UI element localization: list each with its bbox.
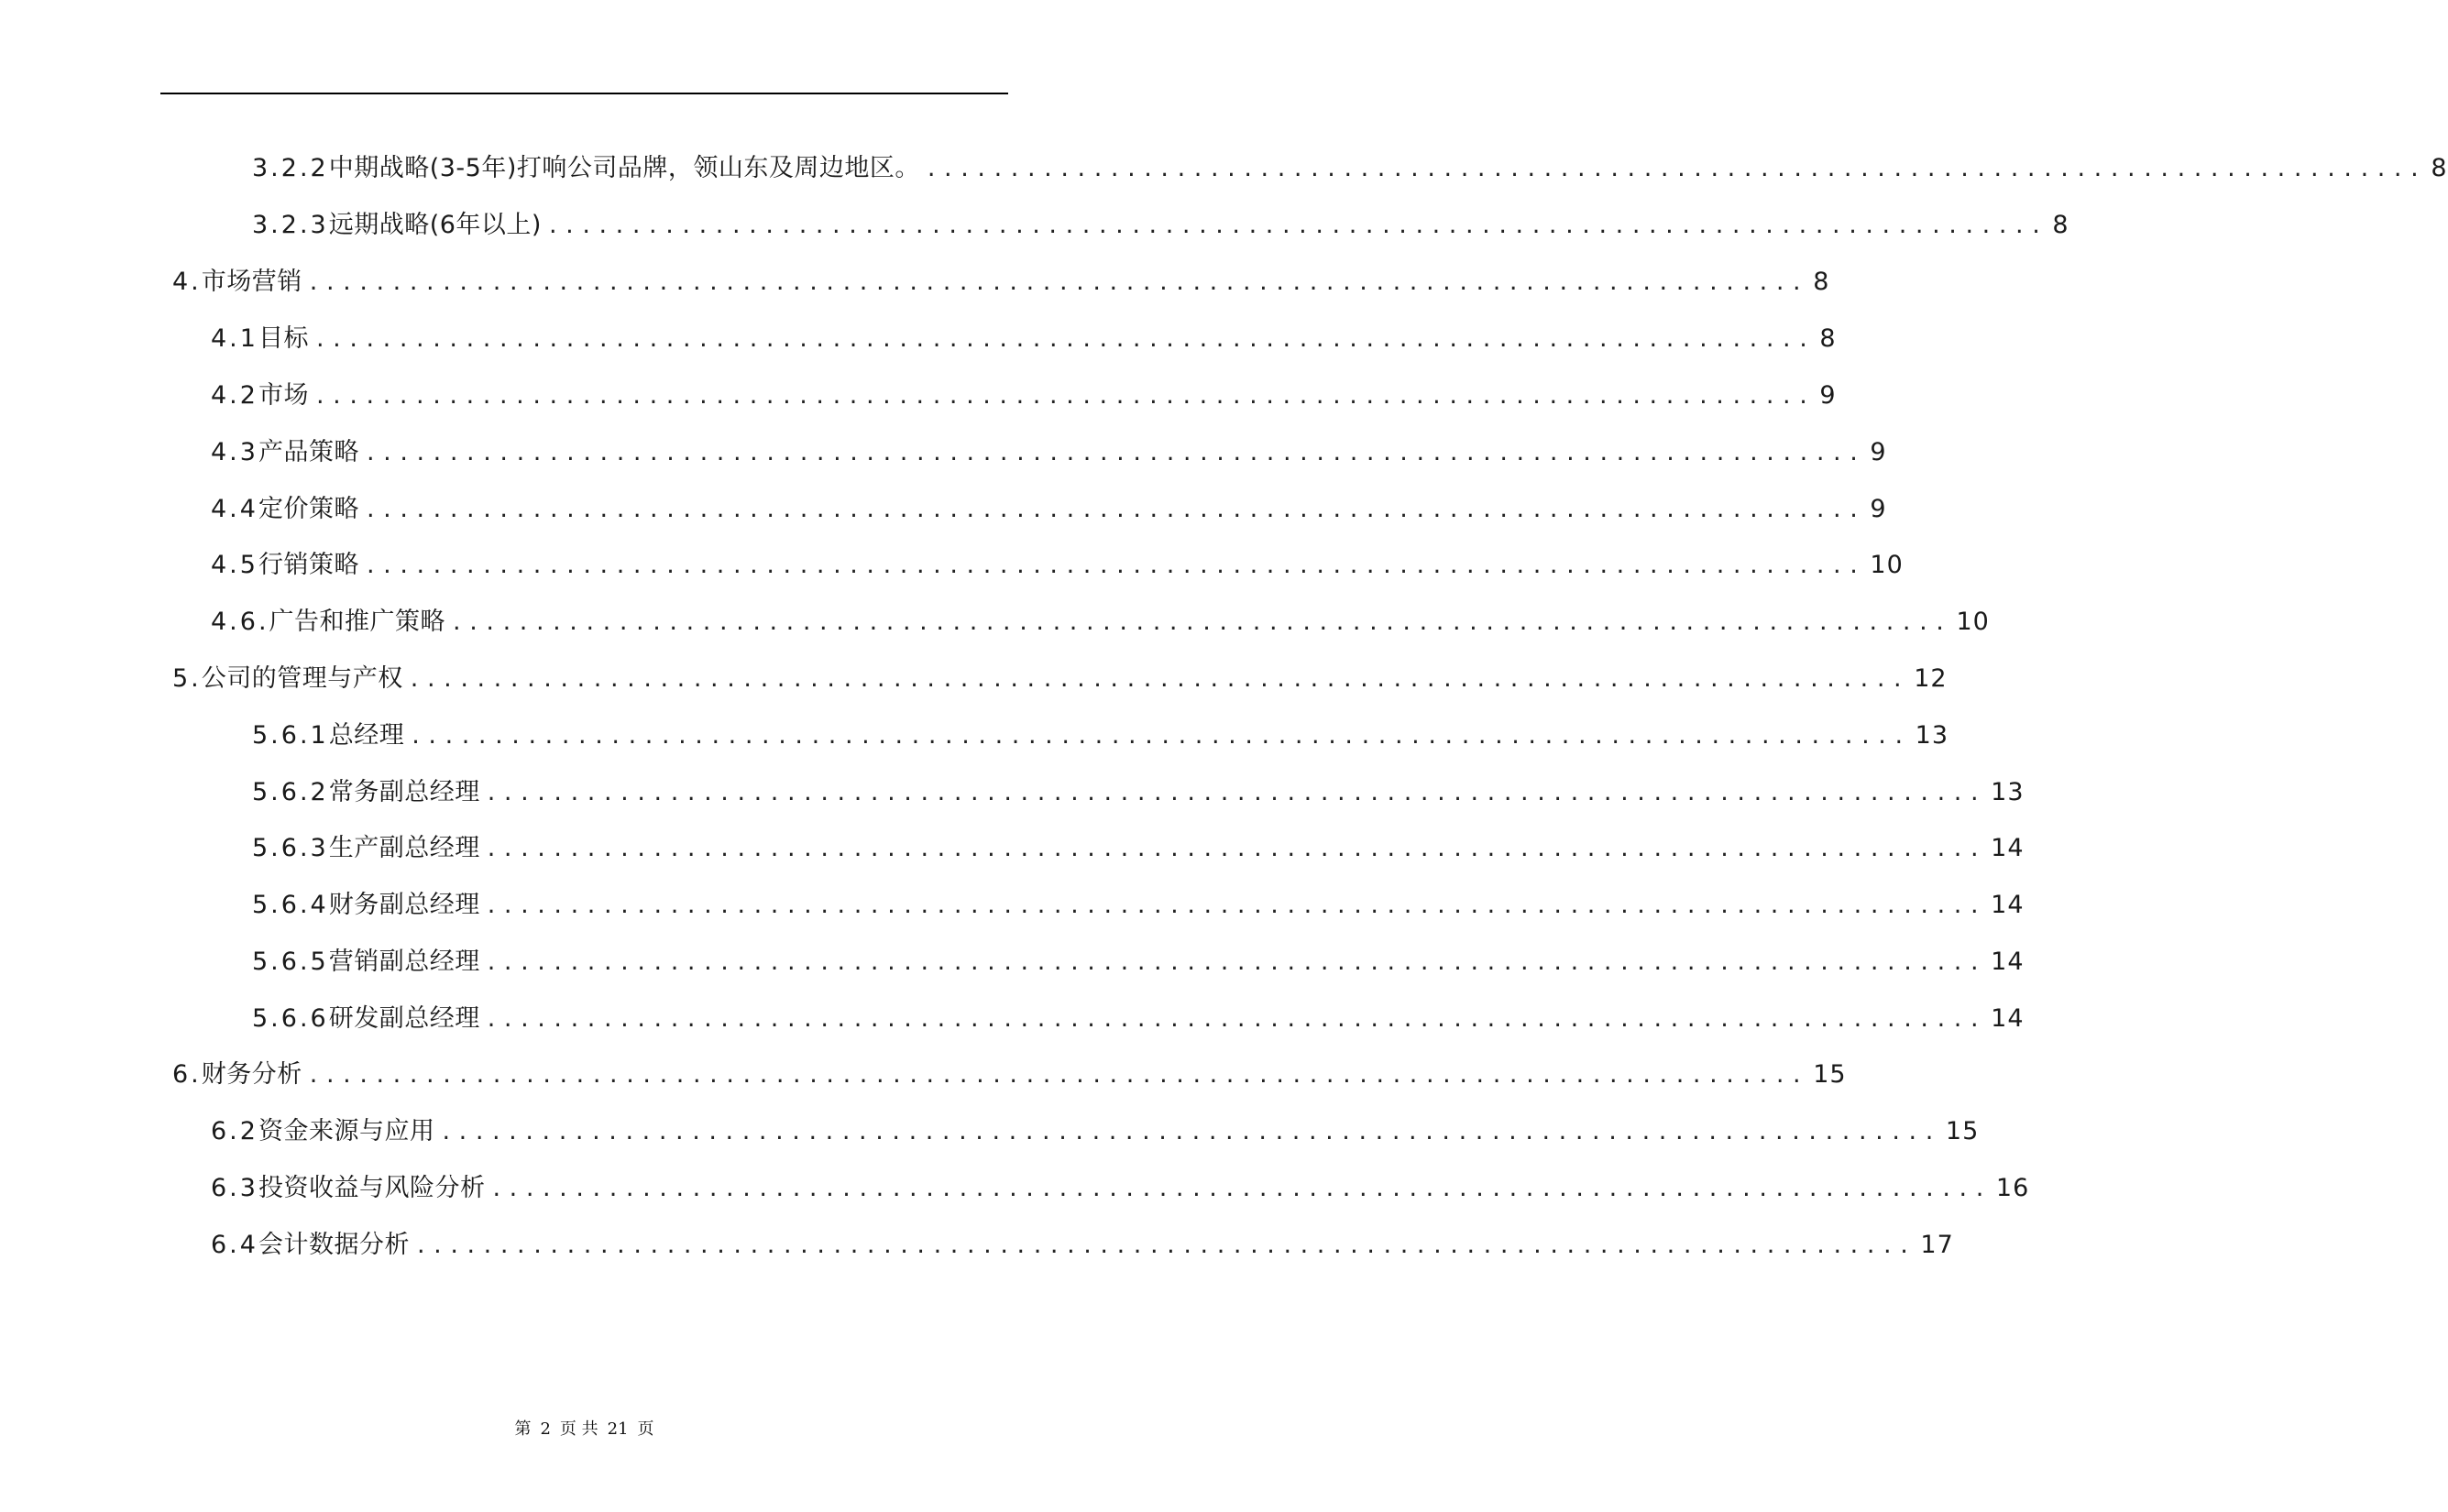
toc-entry[interactable] (211, 321, 1837, 357)
toc-dot-leader: .......................................................................................... (548, 211, 2049, 239)
toc-entry[interactable] (172, 661, 1948, 697)
toc-dot-leader: .......................................................................................... (487, 948, 1988, 976)
toc-dot-leader: .......................................................................................... (453, 608, 1953, 636)
toc-entry-title: 资金来源与应用 (258, 1117, 435, 1145)
toc-dot-leader: .......................................................................................... (416, 1231, 1917, 1259)
toc-dot-leader: .......................................................................................... (315, 324, 1817, 353)
current-page-number: 2 (540, 1419, 551, 1439)
toc-entry[interactable] (211, 1227, 1954, 1264)
toc-entry[interactable] (211, 378, 1837, 414)
toc-dot-leader: .......................................................................................... (315, 381, 1817, 410)
footer-middle: 页 共 (559, 1419, 598, 1439)
toc-dot-leader: .......................................................................................... (309, 268, 1810, 296)
toc-entry[interactable] (252, 887, 2025, 924)
toc-entry[interactable] (252, 830, 2025, 867)
toc-entry[interactable] (252, 718, 1949, 754)
toc-entry-number: 5.6.3 (252, 834, 329, 862)
toc-entry-title: 会计数据分析 (258, 1231, 410, 1259)
toc-entry-page: 14 (1991, 891, 2025, 919)
toc-dot-leader: .......................................................................................... (412, 721, 1912, 750)
toc-entry-title: 定价策略 (258, 495, 359, 523)
toc-entry-number: 5.6.2 (252, 778, 329, 806)
toc-dot-leader: .......................................................................................... (366, 438, 1867, 466)
toc-entry-number: 3.2.2 (252, 154, 329, 182)
toc-dot-leader: .......................................................................................... (487, 778, 1988, 806)
toc-entry-page: 17 (1920, 1231, 1954, 1259)
toc-entry-title: 投资收益与风险分析 (258, 1174, 486, 1202)
toc-entry-page: 14 (1991, 948, 2025, 976)
toc-entry-page: 14 (1991, 834, 2025, 862)
toc-entry-title: 中期战略(3-5年)打响公司品牌，领山东及周边地区。 (328, 154, 920, 182)
toc-entry-number: 4.5 (211, 551, 258, 579)
toc-entry-title: 营销副总经理 (328, 948, 480, 976)
toc-entry-number: 4.2 (211, 381, 258, 410)
toc-entry-title: 产品策略 (258, 438, 359, 466)
toc-entry-page: 15 (1945, 1117, 1980, 1145)
toc-dot-leader: .......................................................................................... (487, 1004, 1988, 1033)
toc-dot-leader: .......................................................................................... (410, 664, 1911, 693)
toc-entry-title: 市场营销 (201, 268, 302, 296)
toc-dot-leader: .......................................................................................... (927, 154, 2428, 182)
toc-entry[interactable] (211, 491, 1887, 528)
toc-entry-title: 财务副总经理 (328, 891, 480, 919)
toc-entry-title: 生产副总经理 (328, 834, 480, 862)
toc-entry-page: 9 (1870, 495, 1887, 523)
total-page-count: 21 (607, 1419, 629, 1439)
toc-entry[interactable] (252, 207, 2069, 244)
toc-entry-title: 广告和推广策略 (269, 608, 446, 636)
toc-entry[interactable] (211, 1113, 1980, 1150)
toc-entry-page: 12 (1914, 664, 1948, 693)
toc-entry[interactable] (252, 774, 2025, 811)
toc-dot-leader: .......................................................................................... (442, 1117, 1942, 1145)
toc-entry-page: 8 (1813, 268, 1830, 296)
toc-entry-page: 8 (2052, 211, 2069, 239)
toc-entry-number: 4. (172, 268, 202, 296)
page-footer (0, 1416, 1169, 1440)
toc-entry-title: 远期战略(6年以上) (328, 211, 542, 239)
toc-entry-number: 4.6. (211, 608, 269, 636)
toc-dot-leader: .......................................................................................... (492, 1174, 1992, 1202)
toc-entry[interactable] (211, 1170, 2030, 1207)
toc-dot-leader: .......................................................................................... (487, 891, 1988, 919)
toc-entry-number: 5.6.6 (252, 1004, 329, 1033)
footer-prefix: 第 (514, 1419, 532, 1439)
toc-entry-title: 总经理 (328, 721, 405, 750)
toc-dot-leader: .......................................................................................... (366, 551, 1867, 579)
toc-entry-number: 6.3 (211, 1174, 258, 1202)
toc-entry-page: 16 (1995, 1174, 2030, 1202)
toc-entry-page: 8 (2431, 154, 2448, 182)
toc-entry-page: 10 (1956, 608, 1990, 636)
toc-entry-title: 目标 (258, 324, 309, 353)
toc-entry[interactable] (172, 1057, 1847, 1093)
toc-entry[interactable] (252, 944, 2025, 981)
toc-entry-page: 13 (1991, 778, 2025, 806)
toc-entry-number: 5.6.4 (252, 891, 329, 919)
toc-entry-title: 市场 (258, 381, 309, 410)
footer-suffix: 页 (637, 1419, 654, 1439)
toc-entry-page: 14 (1991, 1004, 2025, 1033)
toc-entry[interactable] (211, 434, 1887, 471)
toc-entry[interactable] (252, 150, 2448, 187)
toc-entry-title: 财务分析 (201, 1060, 302, 1089)
toc-entry-page: 9 (1819, 381, 1837, 410)
toc-entry[interactable] (211, 547, 1904, 584)
toc-entry[interactable] (172, 264, 1830, 301)
toc-entry-page: 8 (1819, 324, 1837, 353)
toc-entry[interactable] (211, 604, 1990, 641)
toc-entry-number: 4.1 (211, 324, 258, 353)
toc-entry-title: 研发副总经理 (328, 1004, 480, 1033)
toc-entry-title: 公司的管理与产权 (201, 664, 403, 693)
toc-entry-number: 5. (172, 664, 202, 693)
toc-entry-page: 9 (1870, 438, 1887, 466)
toc-entry-page: 13 (1915, 721, 1949, 750)
toc-entry-page: 15 (1813, 1060, 1847, 1089)
toc-entry[interactable] (252, 1001, 2025, 1037)
toc-entry-number: 6.2 (211, 1117, 258, 1145)
toc-entry-title: 常务副总经理 (328, 778, 480, 806)
toc-entry-number: 3.2.3 (252, 211, 329, 239)
toc-entry-number: 6.4 (211, 1231, 258, 1259)
toc-entry-page: 10 (1870, 551, 1904, 579)
toc-entry-number: 5.6.5 (252, 948, 329, 976)
toc-dot-leader: .......................................................................................... (487, 834, 1988, 862)
toc-dot-leader: .......................................................................................... (366, 495, 1867, 523)
toc-entry-number: 4.3 (211, 438, 258, 466)
toc-entry-number: 4.4 (211, 495, 258, 523)
toc-dot-leader: .......................................................................................... (309, 1060, 1810, 1089)
toc-entry-number: 5.6.1 (252, 721, 329, 750)
toc-entry-number: 6. (172, 1060, 202, 1089)
toc-entry-title: 行销策略 (258, 551, 359, 579)
